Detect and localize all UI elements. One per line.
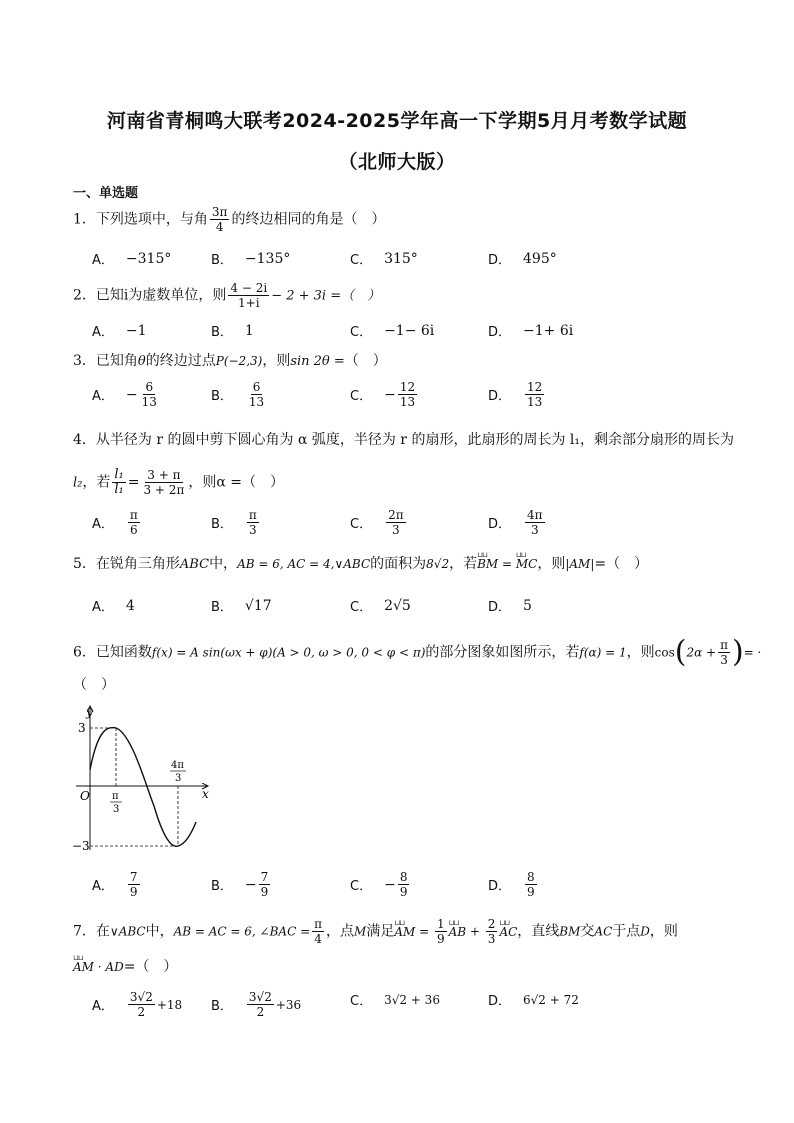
y-min-label: −3: [72, 839, 90, 853]
q1-option-a[interactable]: A． −315°: [92, 250, 172, 268]
q5-option-c[interactable]: C． 2√5: [350, 597, 411, 615]
q5-option-d[interactable]: D． 5: [488, 597, 532, 615]
q4-option-d[interactable]: D． $\frac{4\pi}{3}$: [488, 508, 543, 537]
q5-option-a[interactable]: A． 4: [92, 597, 135, 615]
question-2: 2．已知i为虚数单位，则 $\frac{4 - 2i}{1+i}$ − 2 + 3i =（ ）: [73, 281, 381, 310]
q1-option-d[interactable]: D． 495°: [488, 250, 557, 268]
page-title: 河南省青桐鸣大联考2024-2025学年高一下学期5月月考数学试题: [106, 110, 688, 132]
x2-den: 3: [175, 773, 182, 784]
q1-option-c[interactable]: C． 315°: [350, 250, 418, 268]
q3-option-a[interactable]: A． − $\frac{6}{13}$: [92, 380, 157, 409]
q1-option-b[interactable]: B． −135°: [211, 250, 291, 268]
question-3: 3．已知角θ的终边过点P(−2,3)，则sin 2θ =（ ）: [73, 353, 387, 369]
page-subtitle: （北师大版）: [338, 151, 456, 173]
q6-option-c[interactable]: C． − $\frac{8}{9}$: [350, 870, 408, 899]
q4-option-b[interactable]: B． $\frac{\pi}{3}$: [211, 508, 257, 537]
q2-option-a[interactable]: A． −1: [92, 322, 147, 340]
sine-curve: [90, 727, 196, 846]
q1-angle-fraction: $\frac{3\pi}{4}$: [211, 205, 228, 234]
q7-option-a[interactable]: A． $\frac{3√2}{2}$ +18: [92, 990, 183, 1019]
q7-option-c[interactable]: C． 3√2 + 36: [350, 992, 440, 1009]
q4-option-c[interactable]: C． $\frac{2\pi}{3}$: [350, 508, 404, 537]
q3-option-c[interactable]: C． − $\frac{12}{13}$: [350, 380, 416, 409]
origin-label: O: [80, 789, 90, 803]
x1-num: π: [112, 791, 119, 802]
question-7-line2: ⊔⊔ AM · AD=（ ）: [73, 957, 177, 977]
q7-option-d[interactable]: D． 6√2 + 72: [488, 992, 579, 1009]
question-7: 7．在∨ABC中，AB = AC = 6, ∠BAC = $\frac{\pi}{4}$ ，点M满足⊔⊔ AM = $\frac{1}{9}$ ⊔⊔ AB + $\frac{2}{3}$ ⊔⊔ AC，直线BM交AC于点D，则: [73, 917, 678, 946]
question-4-line1: 4．从半径为 r 的圆中剪下圆心角为 α 弧度，半径为 r 的扇形，此扇形的周长为 l₁，剩余部分扇形的周长为: [73, 432, 734, 448]
x-axis-label: x: [202, 787, 209, 801]
q1-text: 1．下列选项中，与角: [73, 211, 208, 228]
question-6: 6．已知函数f(x) = A sin(ωx + φ)(A > 0, ω > 0, 0 < φ < π)的部分图象如图所示，若f(α) = 1，则cos(2α + $\frac{\pi}{3}$ )= ·: [73, 634, 762, 670]
q4-option-a[interactable]: A． $\frac{\pi}{6}$: [92, 508, 138, 537]
y-max-label: 3: [78, 721, 86, 735]
sine-graph-figure: [72, 700, 222, 860]
q2-option-c[interactable]: C． −1− 6i: [350, 322, 435, 340]
question-1: 1．下列选项中，与角 $\frac{3\pi}{4}$ 的终边相同的角是（ ）: [73, 205, 386, 234]
y-axis-label: y: [86, 705, 93, 719]
q2-option-b[interactable]: B． 1: [211, 322, 254, 340]
q6-option-d[interactable]: D． $\frac{8}{9}$: [488, 870, 535, 899]
q2-fraction: $\frac{4 - 2i}{1+i}$: [230, 281, 268, 310]
x1-den: 3: [113, 804, 120, 815]
section-heading: 一、单选题: [73, 186, 139, 201]
q2-option-d[interactable]: D． −1+ 6i: [488, 322, 574, 340]
question-5: 5．在锐角三角形ABC中，AB = 6, AC = 4,∨ABC的面积为8√2，若⊔⊔ BM = ⊔⊔ MC，则|AM|=（ ）: [73, 554, 648, 575]
q5-option-b[interactable]: B． √17: [211, 597, 272, 615]
x2-num: 4π: [171, 760, 184, 771]
question-4-line2: l₂，若 $\frac{\text{l₁}}{\text{l₁}}$ = $\frac{3 + \pi}{3 + 2\pi}$ ，则α =（ ）: [73, 467, 284, 497]
question-6-paren: （ ）: [73, 677, 115, 693]
q7-option-b[interactable]: B． $\frac{3√2}{2}$ +36: [211, 990, 302, 1019]
q6-option-a[interactable]: A． $\frac{7}{9}$: [92, 870, 138, 899]
q3-option-d[interactable]: D． $\frac{12}{13}$: [488, 380, 543, 409]
q6-option-b[interactable]: B． − $\frac{7}{9}$: [211, 870, 269, 899]
q3-option-b[interactable]: B． $\frac{6}{13}$: [211, 380, 265, 409]
